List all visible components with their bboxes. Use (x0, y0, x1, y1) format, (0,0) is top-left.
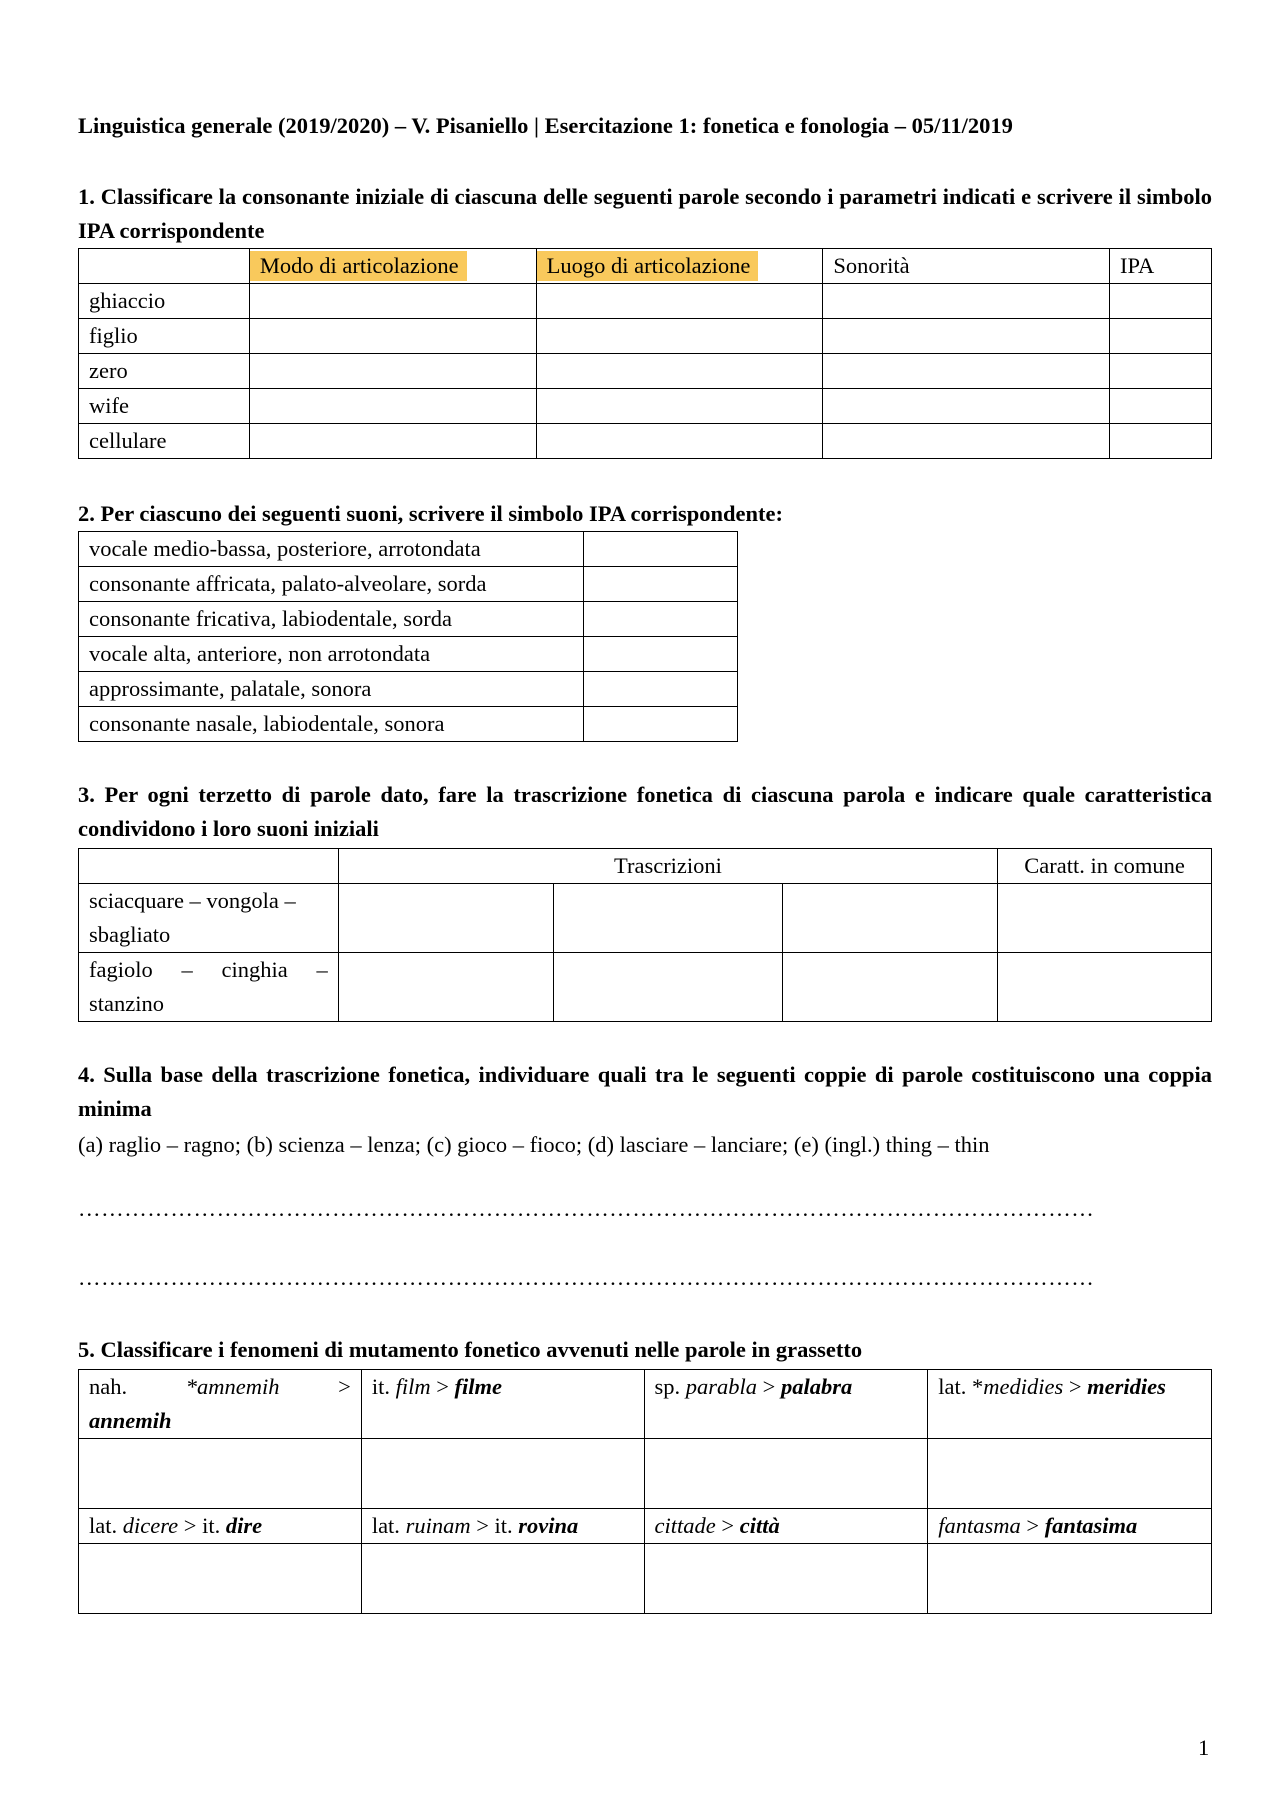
header-trascrizioni: Trascrizioni (338, 849, 997, 884)
table-row (79, 1544, 1212, 1614)
answer-cell[interactable] (584, 672, 738, 707)
answer-line[interactable]: …………………………………………………………………………………………………………………… (78, 1265, 1095, 1290)
word-triplet (79, 953, 339, 1022)
source-word: parabla (685, 1374, 758, 1399)
sound-description: approssimante, palatale, sonora (79, 672, 584, 707)
answer-cell[interactable] (584, 602, 738, 637)
word-cell: zero (79, 354, 250, 389)
header-luogo: Luogo di articolazione (536, 249, 823, 284)
source-word: dicere (122, 1513, 179, 1538)
change-cell (361, 1509, 644, 1544)
answer-cell[interactable] (783, 884, 998, 953)
answer-line[interactable]: …………………………………………………………………………………………………………………… (78, 1196, 1095, 1221)
language-prefix: lat. * (938, 1374, 984, 1399)
answer-cell[interactable] (536, 354, 823, 389)
answer-cell[interactable] (249, 389, 536, 424)
source-word: *amnemih (185, 1374, 280, 1399)
answer-cell[interactable] (1110, 424, 1212, 459)
answer-cell[interactable] (998, 953, 1212, 1022)
question-2-prompt: 2. Per ciascuno dei seguenti suoni, scrivere il simbolo IPA corrispondente: (78, 501, 783, 526)
question-2-table (78, 531, 738, 742)
question-3-prompt: 3. Per ogni terzetto di parole dato, fare la trascrizione fonetica di ciascuna parola e indicare quale caratteristica condividono i loro suoni iniziali (78, 782, 1212, 841)
answer-cell[interactable] (823, 424, 1110, 459)
table-row (79, 354, 1212, 389)
answer-cell[interactable] (1110, 354, 1212, 389)
answer-cell[interactable] (553, 884, 783, 953)
triplet-text: fagiolo – cinghia – (89, 957, 328, 982)
sound-description: consonante affricata, palato-alveolare, sorda (79, 567, 584, 602)
change-cell (644, 1509, 928, 1544)
table-row (79, 532, 738, 567)
table-row (79, 567, 738, 602)
answer-cell[interactable] (928, 1439, 1212, 1509)
triplet-line-2: sbagliato (89, 922, 171, 947)
target-word: filme (454, 1374, 503, 1399)
target-word: meridies (1087, 1374, 1166, 1399)
answer-cell[interactable] (249, 354, 536, 389)
change-cell (928, 1370, 1212, 1439)
answer-cell[interactable] (584, 532, 738, 567)
source-word: ruinam (405, 1513, 471, 1538)
target-word: fantasima (1044, 1513, 1138, 1538)
arrow: > (436, 1374, 449, 1399)
empty-header-cell (79, 849, 339, 884)
sound-description: vocale alta, anteriore, non arrotondata (79, 637, 584, 672)
answer-cell[interactable] (536, 424, 823, 459)
answer-cell[interactable] (536, 319, 823, 354)
question-3-table (78, 848, 1212, 1022)
target-word: città (739, 1513, 780, 1538)
answer-cell[interactable] (79, 1544, 362, 1614)
change-line (89, 1370, 351, 1404)
header-modo: Modo di articolazione (249, 249, 536, 284)
table-row (79, 1439, 1212, 1509)
answer-cell[interactable] (998, 884, 1212, 953)
triplet-line-1 (89, 953, 328, 987)
sound-description: vocale medio-bassa, posteriore, arrotondata (79, 532, 584, 567)
empty-header-cell (79, 249, 250, 284)
language-prefix: it. (371, 1374, 390, 1399)
table-row (79, 1509, 1212, 1544)
word-triplet (79, 884, 339, 953)
answer-cell[interactable] (823, 284, 1110, 319)
sound-description: consonante nasale, labiodentale, sonora (79, 707, 584, 742)
answer-cell[interactable] (249, 319, 536, 354)
language-prefix: lat. (89, 1513, 118, 1538)
word-cell: cellulare (79, 424, 250, 459)
answer-cell[interactable] (823, 389, 1110, 424)
table-row (79, 284, 1212, 319)
page-number: 1 (1198, 1735, 1210, 1760)
question-1-table (78, 248, 1212, 459)
header-caratt-comune: Caratt. in comune (998, 849, 1212, 884)
arrow: > (1068, 1374, 1082, 1399)
arrow: > it. (183, 1513, 221, 1538)
source-word: fantasma (938, 1513, 1021, 1538)
answer-cell[interactable] (928, 1544, 1212, 1614)
table-header-row (79, 849, 1212, 884)
answer-cell[interactable] (584, 567, 738, 602)
table-header-row (79, 249, 1212, 284)
answer-cell[interactable] (338, 884, 553, 953)
answer-cell[interactable] (584, 707, 738, 742)
change-cell (79, 1509, 362, 1544)
answer-cell[interactable] (644, 1439, 928, 1509)
table-row (79, 389, 1212, 424)
table-row (79, 319, 1212, 354)
answer-cell[interactable] (823, 354, 1110, 389)
word-cell: ghiaccio (79, 284, 250, 319)
answer-cell[interactable] (536, 389, 823, 424)
answer-cell[interactable] (1110, 319, 1212, 354)
arrow: > (721, 1513, 735, 1538)
table-row (79, 424, 1212, 459)
change-cell (79, 1370, 362, 1439)
table-row (79, 602, 738, 637)
target-word: palabra (781, 1374, 853, 1399)
answer-cell[interactable] (79, 1439, 362, 1509)
document-title: Linguistica generale (2019/2020) – V. Pisaniello | Esercitazione 1: fonetica e fonologia – 05/11/2019 (78, 113, 1013, 138)
answer-cell[interactable] (783, 953, 998, 1022)
answer-cell[interactable] (338, 953, 553, 1022)
answer-cell[interactable] (1110, 284, 1212, 319)
arrow: > (762, 1374, 776, 1399)
target-word: rovina (518, 1513, 579, 1538)
question-1-prompt: 1. Classificare la consonante iniziale di ciascuna delle seguenti parole secondo i parametri indicati e scrivere il simbolo IPA corrispondente (78, 184, 1212, 243)
question-5-table (78, 1369, 1212, 1614)
answer-cell[interactable] (584, 637, 738, 672)
source-word: film (395, 1374, 431, 1399)
triplet-line-1: sciacquare – vongola – (89, 888, 296, 913)
change-cell (361, 1370, 644, 1439)
answer-cell[interactable] (823, 319, 1110, 354)
answer-cell[interactable] (361, 1439, 644, 1509)
header-ipa: IPA (1110, 249, 1212, 284)
triplet-line-2: stanzino (89, 991, 164, 1016)
question-4-prompt: 4. Sulla base della trascrizione fonetica, individuare quali tra le seguenti coppie di parole costituiscono una coppia minima (78, 1062, 1212, 1121)
answer-cell[interactable] (644, 1544, 928, 1614)
source-word: cittade (654, 1513, 716, 1538)
arrow: > (1026, 1513, 1040, 1538)
change-cell (644, 1370, 928, 1439)
answer-cell[interactable] (249, 424, 536, 459)
table-row (79, 637, 738, 672)
source-word: medidies (983, 1374, 1064, 1399)
word-cell: figlio (79, 319, 250, 354)
language-prefix: sp. (654, 1374, 681, 1399)
table-row (79, 953, 1212, 1022)
word-cell: wife (79, 389, 250, 424)
sound-description: consonante fricativa, labiodentale, sorda (79, 602, 584, 637)
answer-cell[interactable] (553, 953, 783, 1022)
answer-cell[interactable] (249, 284, 536, 319)
word-pairs: (a) raglio – ragno; (b) scienza – lenza; (c) gioco – fioco; (d) lasciare – lanciare; (e) (ingl.) thing – thin (78, 1132, 990, 1157)
language-prefix: nah. (89, 1374, 128, 1399)
table-row (79, 672, 738, 707)
change-cell (928, 1509, 1212, 1544)
language-prefix: lat. (371, 1513, 400, 1538)
target-word: dire (225, 1513, 263, 1538)
table-row (79, 707, 738, 742)
table-row (79, 884, 1212, 953)
answer-cell[interactable] (1110, 389, 1212, 424)
header-sonorita: Sonorità (823, 249, 1110, 284)
answer-cell[interactable] (536, 284, 823, 319)
question-5-prompt: 5. Classificare i fenomeni di mutamento fonetico avvenuti nelle parole in grassetto (78, 1337, 863, 1362)
answer-cell[interactable] (361, 1544, 644, 1614)
arrow: > it. (476, 1513, 513, 1538)
target-word: annemih (89, 1408, 172, 1433)
arrow: > (338, 1374, 351, 1399)
table-row (79, 1370, 1212, 1439)
